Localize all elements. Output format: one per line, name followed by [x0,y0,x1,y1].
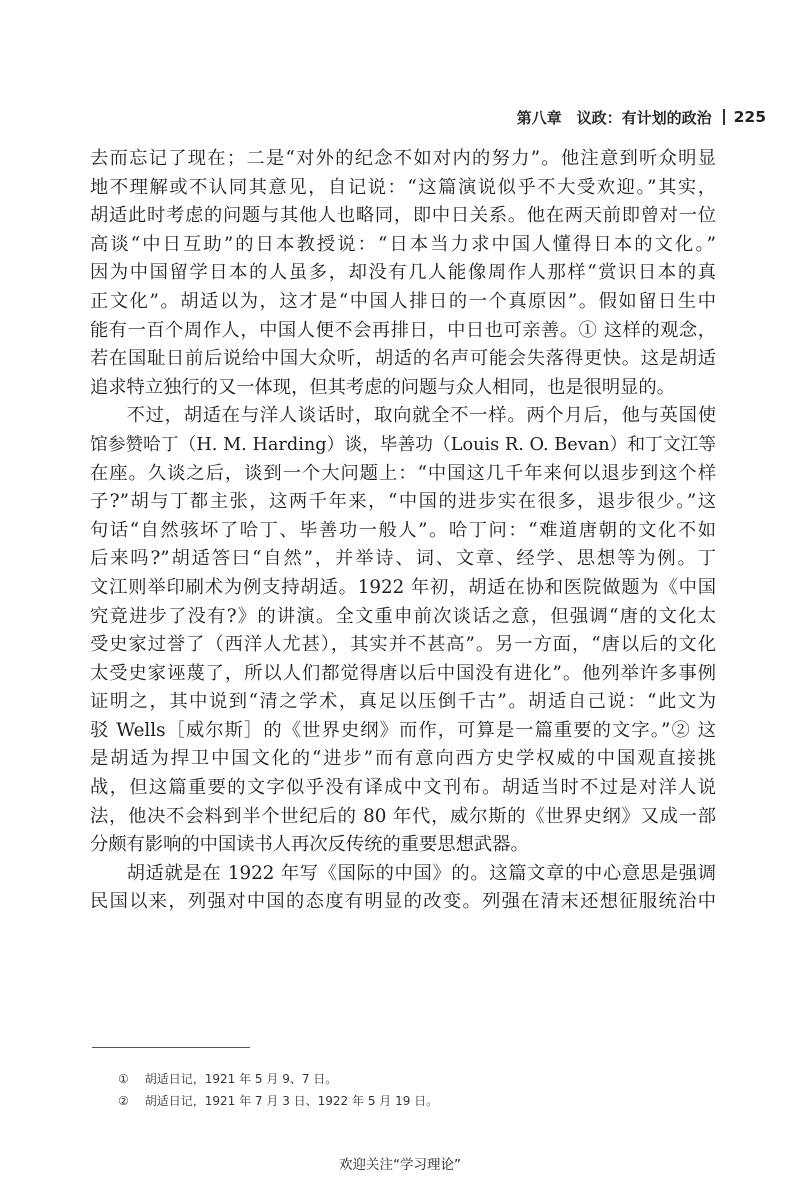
text-line: 后来吗?”胡适答曰“自然”，并举诗、词、文章、经学、思想等为例。丁 [90,548,716,570]
text-line: 民国以来，列强对中国的态度有明显的改变。列强在清末还想征服统治中 [90,891,716,913]
chapter-title: 第八章 议政：有计划的政治 [516,108,712,127]
main-text [90,145,716,917]
text-line: 若在国耻日前后说给中国大众听，胡适的名声可能会失落得更快。这是胡适 [90,348,716,370]
text-line: 文江则举印刷术为例支持胡适。1922 年初，胡适在协和医院做题为《中国 [90,576,716,598]
text-line: 太受史家诬蔑了，所以人们都觉得唐以后中国没有进化”。他列举许多事例 [90,662,716,684]
text-line: 胡适此时考虑的问题与其他人也略同，即中日关系。他在两天前即曾对一位 [90,205,716,227]
text-line: 究竟进步了没有?》的讲演。全文重申前次谈话之意，但强调“唐的文化太 [90,605,716,627]
page-number: 225 [733,108,766,126]
text-line: 去而忘记了现在；二是“对外的纪念不如对内的努力”。他注意到听众明显 [90,148,716,169]
text-line: 子?”胡与丁都主张，这两千年来，“中国的进步实在很多，退步很少。”这 [90,491,716,513]
text-line: 驳 Wells［威尔斯］的《世界史纲》而作，可算是一篇重要的文字。”② 这 [90,719,716,741]
text-line: 证明之，其中说到“清之学术，真足以压倒千古”。胡适自己说：“此文为 [90,691,716,713]
text-line: 不过，胡适在与洋人谈话时，取向就全不一样。两个月后，他与英国使 [126,405,716,427]
footnote-divider [92,1047,250,1048]
paragraph [90,860,716,917]
paragraph [90,402,716,860]
footnote [118,1068,438,1090]
text-line: 地不理解或不认同其意见，自记说：“这篇演说似乎不大受欢迎。”其实， [90,176,716,198]
footer-text: 欢迎关注“学习理论” [339,1157,461,1173]
paragraph [90,145,716,402]
header-divider [723,109,725,125]
text-line: 句话“自然骇坏了哈丁、毕善功一般人”。哈丁问：“难道唐朝的文化不如 [90,519,716,541]
text-line: 追求特立独行的又一体现，但其考虑的问题与众人相同，也是很明显的。 [90,376,675,398]
text-line: 因为中国留学日本的人虽多，却没有几人能像周作人那样“赏识日本的真 [90,262,716,284]
footnote-mark: ② [118,1094,129,1108]
text-line: 在座。久谈之后，谈到一个大问题上：“中国这几千年来何以退步到这个样 [90,462,716,484]
page-footer [0,1153,800,1173]
text-line: 战，但这篇重要的文字似乎没有译成中文刊布。胡适当时不过是对洋人说 [90,777,716,799]
text-line: 能有一百个周作人，中国人便不会再排日，中日也可亲善。① 这样的观念， [90,319,716,341]
footnote-mark: ① [118,1072,129,1086]
text-line: 受史家过誉了（西洋人尤甚），其实并不甚高”。另一方面，“唐以后的文化 [90,634,716,656]
text-line: 分颇有影响的中国读书人再次反传统的重要思想武器。 [90,834,529,856]
running-header [517,104,766,130]
text-line: 正文化”。胡适以为，这才是“中国人排日的一个真原因”。假如留日生中 [90,290,716,312]
footnote-text: 胡适日记，1921 年 7 月 3 日、1922 年 5 月 19 日。 [144,1094,439,1108]
text-line: 胡适就是在 1922 年写《国际的中国》的。这篇文章的中心意思是强调 [126,862,716,884]
footnotes [118,1068,438,1112]
footnote [118,1090,438,1112]
text-line: 是胡适为捍卫中国文化的“进步”而有意向西方史学权威的中国观直接挑 [90,748,716,770]
footnote-text: 胡适日记，1921 年 5 月 9、7 日。 [144,1072,338,1086]
text-line: 法，他决不会料到半个世纪后的 80 年代，威尔斯的《世界史纲》又成一部 [90,805,716,827]
text-line: 馆参赞哈丁（H. M. Harding）谈，毕善功（Louis R. O. Bevan）和丁文江等 [90,434,716,455]
text-line: 高谈“中日互助”的日本教授说：“日本当力求中国人懂得日本的文化。” [90,233,716,255]
